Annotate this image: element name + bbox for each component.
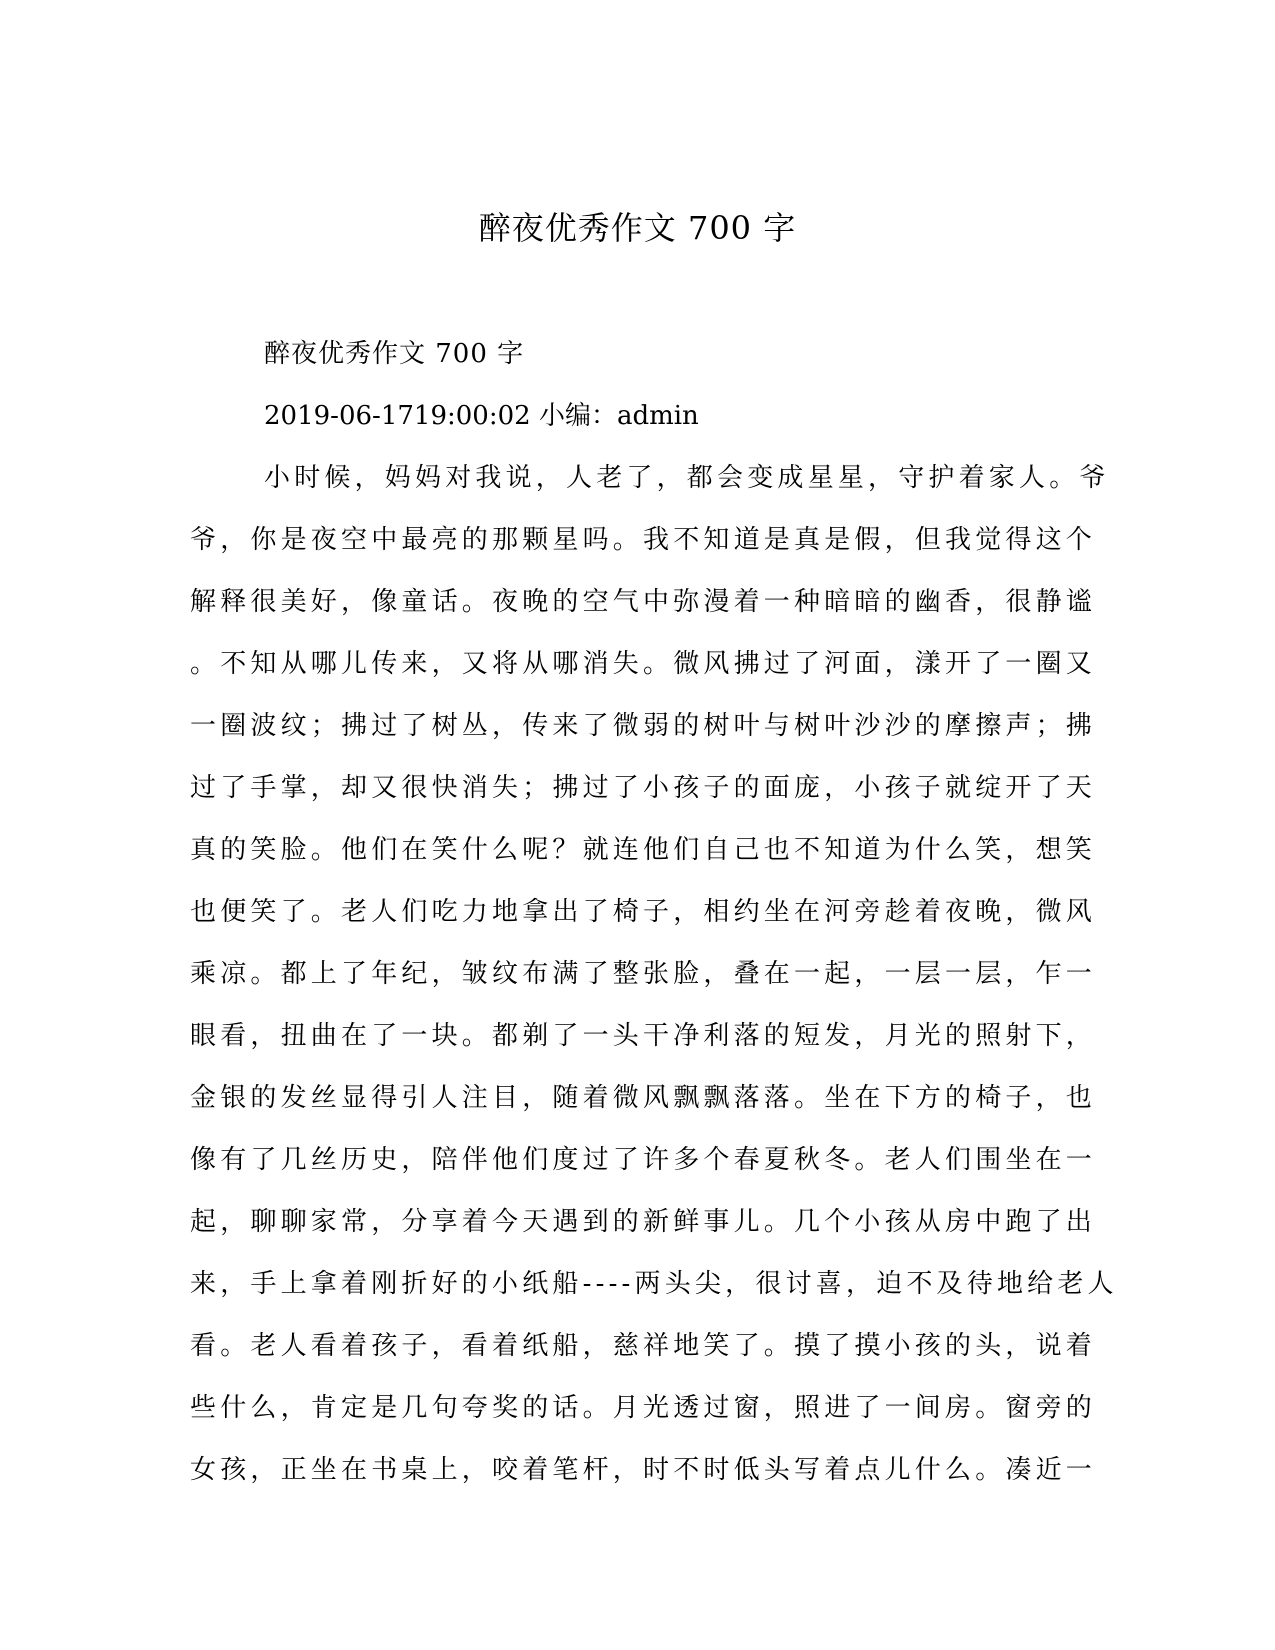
body-line: 金银的发丝显得引人注目，随着微风飘飘落落。坐在下方的椅子，也 <box>190 1083 1097 1113</box>
body-line: 解释很美好，像童话。夜晚的空气中弥漫着一种暗暗的幽香，很静谧 <box>190 587 1097 617</box>
body-line: 来，手上拿着刚折好的小纸船----两头尖，很讨喜，迫不及待地给老人 <box>190 1269 1118 1299</box>
body-line: 。不知从哪儿传来，又将从哪消失。微风拂过了河面，漾开了一圈又 <box>190 649 1097 679</box>
document-title: 醉夜优秀作文 700 字 <box>478 209 797 247</box>
body-line: 一圈波纹；拂过了树丛，传来了微弱的树叶与树叶沙沙的摩擦声；拂 <box>190 711 1097 741</box>
body-line: 小时候，妈妈对我说，人老了，都会变成星星，守护着家人。爷 <box>264 463 1110 493</box>
document-subtitle: 醉夜优秀作文 700 字 <box>264 339 525 369</box>
body-line: 女孩，正坐在书桌上，咬着笔杆，时不时低头写着点儿什么。凑近一 <box>190 1455 1097 1485</box>
body-line: 起，聊聊家常，分享着今天遇到的新鲜事儿。几个小孩从房中跑了出 <box>190 1207 1097 1237</box>
publish-meta: 2019-06-1719:00:02 小编：admin <box>264 401 699 431</box>
body-text <box>190 460 1118 1514</box>
body-line: 看。老人看着孩子，看着纸船，慈祥地笑了。摸了摸小孩的头，说着 <box>190 1331 1097 1361</box>
body-line: 乘凉。都上了年纪，皱纹布满了整张脸，叠在一起，一层一层，乍一 <box>190 959 1097 989</box>
body-line: 爷，你是夜空中最亮的那颗星吗。我不知道是真是假，但我觉得这个 <box>190 525 1097 555</box>
body-line: 也便笑了。老人们吃力地拿出了椅子，相约坐在河旁趁着夜晚，微风 <box>190 897 1097 927</box>
body-line: 像有了几丝历史，陪伴他们度过了许多个春夏秋冬。老人们围坐在一 <box>190 1145 1097 1175</box>
body-line: 过了手掌，却又很快消失；拂过了小孩子的面庞，小孩子就绽开了天 <box>190 773 1097 803</box>
body-line: 些什么，肯定是几句夸奖的话。月光透过窗，照进了一间房。窗旁的 <box>190 1393 1097 1423</box>
body-line: 真的笑脸。他们在笑什么呢？就连他们自己也不知道为什么笑，想笑 <box>190 835 1097 865</box>
body-line: 眼看，扭曲在了一块。都剃了一头干净利落的短发，月光的照射下， <box>190 1021 1097 1051</box>
